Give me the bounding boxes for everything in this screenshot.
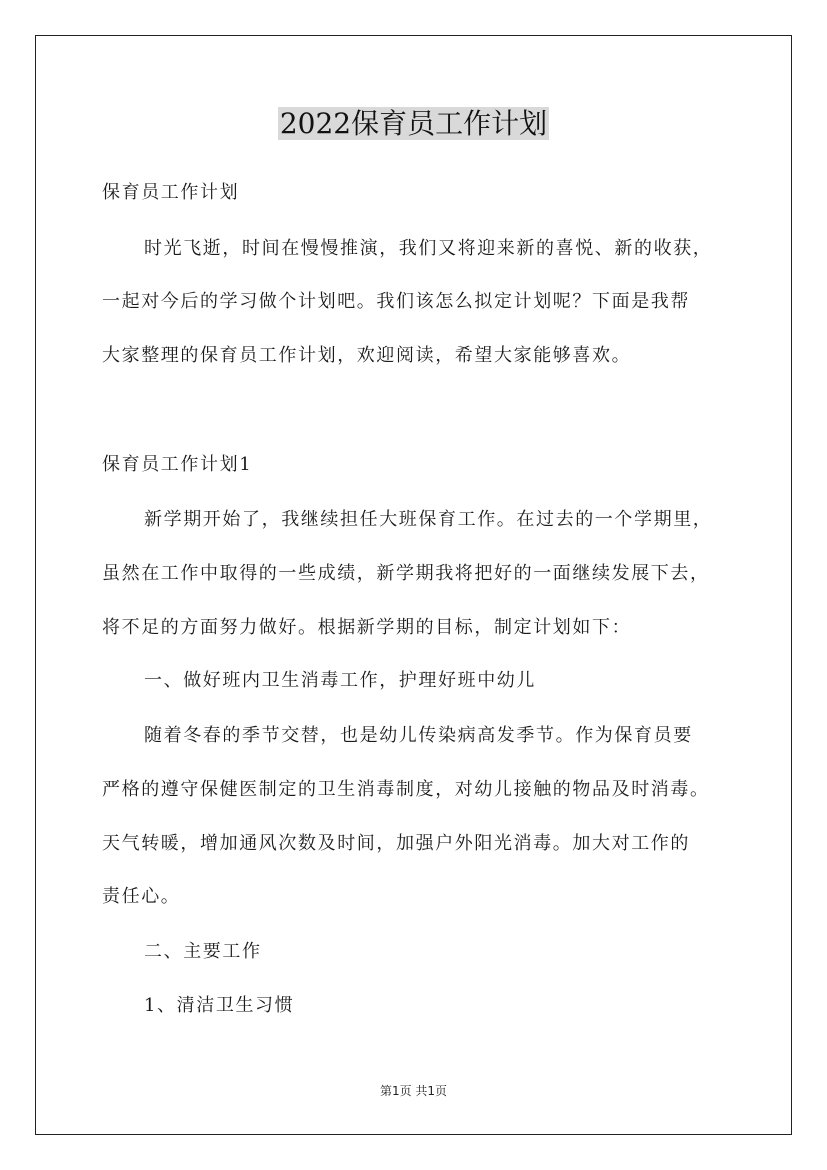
paragraph-line: 虽然在工作中取得的一些成绩，新学期我将把好的一面继续发展下去， — [102, 563, 710, 584]
document-title-text: 2022保育员工作计划 — [279, 107, 548, 140]
subheading: 1、清洁卫生习惯 — [144, 995, 295, 1016]
paragraph-line: 新学期开始了，我继续担任大班保育工作。在过去的一个学期里， — [144, 509, 713, 530]
paragraph-line: 大家整理的保育员工作计划，欢迎阅读，希望大家能够喜欢。 — [102, 345, 632, 366]
paragraph-line: 责任心。 — [102, 886, 181, 907]
document-title — [0, 103, 827, 143]
paragraph-line: 时光飞逝，时间在慢慢推演，我们又将迎来新的喜悦、新的收获， — [144, 238, 713, 259]
paragraph-line: 天气转暖，增加通风次数及时间，加强户外阳光消毒。加大对工作的 — [102, 833, 690, 854]
page-footer: 第1页 共1页 — [379, 1084, 448, 1098]
subheading: 二、主要工作 — [144, 941, 262, 962]
section-heading: 保育员工作计划1 — [102, 454, 253, 475]
subtitle: 保育员工作计划 — [102, 182, 240, 203]
paragraph-line: 随着冬春的季节交替，也是幼儿传染病高发季节。作为保育员要 — [144, 725, 693, 746]
paragraph-line: 将不足的方面努力做好。根据新学期的目标，制定计划如下： — [102, 617, 632, 638]
paragraph-line: 一起对今后的学习做个计划吧。我们该怎么拟定计划呢？下面是我帮 — [102, 291, 690, 312]
paragraph-line: 严格的遵守保健医制定的卫生消毒制度，对幼儿接触的物品及时消毒。 — [102, 779, 710, 800]
subheading: 一、做好班内卫生消毒工作，护理好班中幼儿 — [144, 670, 536, 691]
